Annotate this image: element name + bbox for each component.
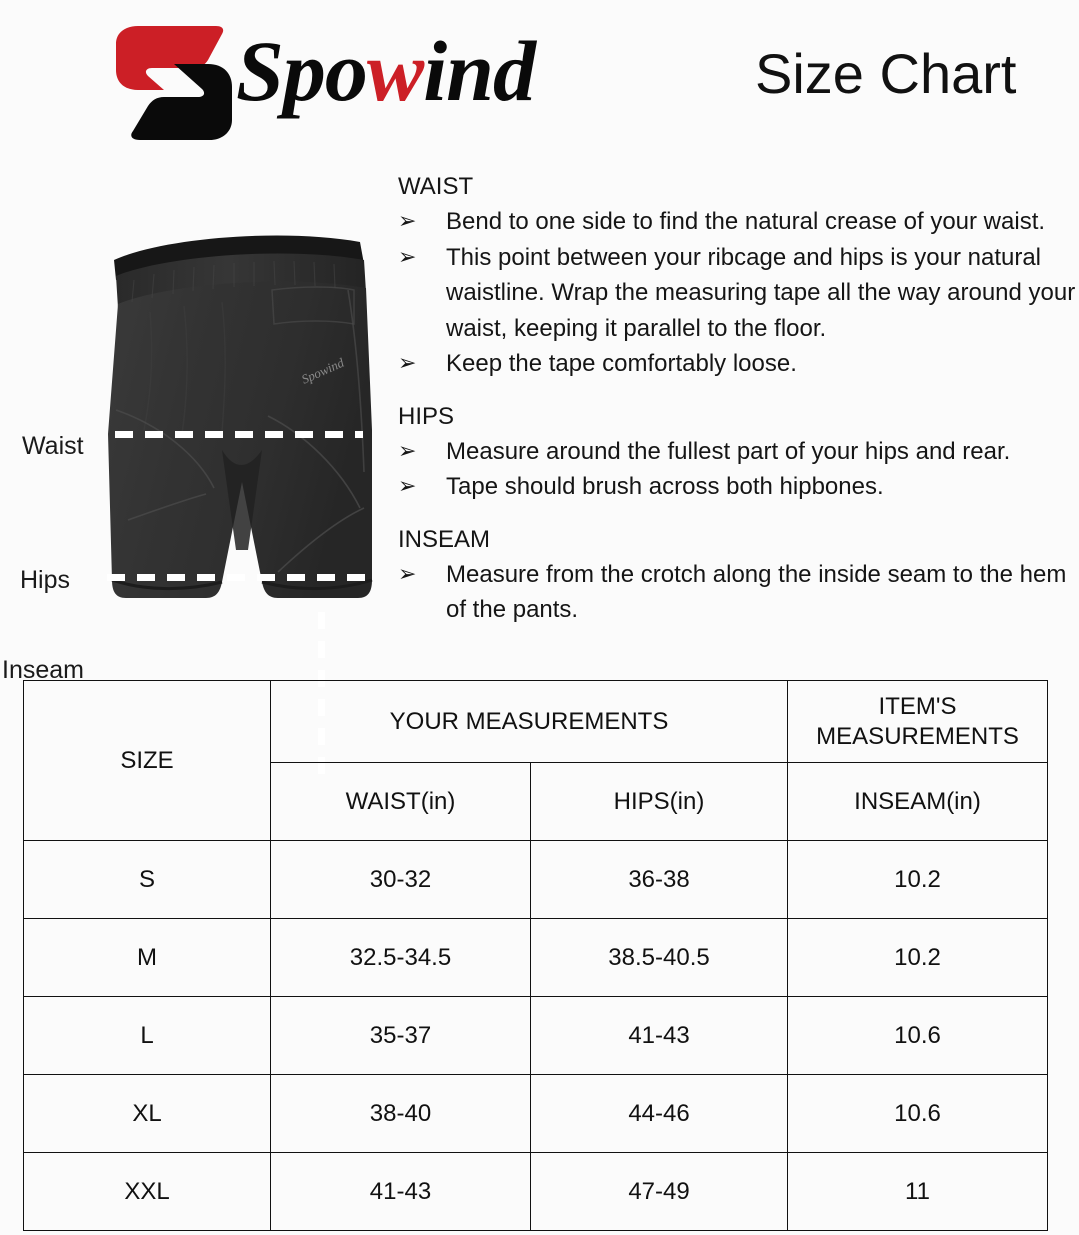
arrow-bullet-icon: ➢ [398,243,417,269]
table-row [24,997,1048,1075]
size-chart-table [23,680,1048,1231]
column-header-waist: WAIST(in) [271,763,531,841]
cell-inseam: 10.6 [788,1075,1048,1153]
column-group-header-items-measurements [788,681,1048,763]
list-item [398,557,1079,628]
cell-hips: 47-49 [531,1153,788,1231]
inseam-label: Inseam [2,656,84,684]
arrow-bullet-icon: ➢ [398,208,417,233]
cell-inseam: 10.2 [788,919,1048,997]
table-row [24,919,1048,997]
arrow-bullet-icon: ➢ [398,350,417,376]
brand-part-2: ind [423,23,535,119]
instruction-text: Measure from the crotch along the inside seam to the hem of the pants. [446,560,1067,624]
cell-waist: 41-43 [271,1153,531,1231]
list-item [398,240,1079,347]
instruction-text: Measure around the fullest part of your hips and rear. [446,437,1011,465]
cell-waist: 30-32 [271,841,531,919]
instruction-section-inseam [398,525,1079,628]
column-group-header-your-measurements: YOUR MEASUREMENTS [271,681,788,763]
page-title: Size Chart [755,42,1017,105]
section-heading-inseam: INSEAM [398,525,491,553]
hips-measure-line [107,574,374,581]
cell-size: XL [24,1075,271,1153]
section-heading-hips: HIPS [398,402,455,430]
arrow-bullet-icon: ➢ [398,473,417,499]
cell-inseam: 10.2 [788,841,1048,919]
cell-waist: 38-40 [271,1075,531,1153]
instruction-text: Bend to one side to find the natural crease of your waist. [446,208,1046,235]
column-header-inseam: INSEAM(in) [788,763,1048,841]
instruction-text: This point between your ribcage and hips is your natural waistline. Wrap the measuring tape all the way around your waist, keeping it parallel to the floor. [446,243,1076,342]
bullet-list-waist [398,204,1079,382]
items-measurements-line2: MEASUREMENTS [816,722,1019,750]
bullet-list-hips [398,434,1079,505]
bullet-list-inseam [398,557,1079,628]
list-item [398,346,1079,382]
cell-size: S [24,841,271,919]
instruction-section-hips [398,402,1079,505]
instruction-section-waist [398,172,1079,382]
table-row [24,1075,1048,1153]
cell-hips: 44-46 [531,1075,788,1153]
cell-size: M [24,919,271,997]
items-measurements-line1: ITEM'S [878,692,957,720]
brand-part-1: Spo [236,23,367,119]
list-item [398,434,1079,470]
table-row [24,1153,1048,1231]
list-item [398,204,1079,240]
table-row [24,841,1048,919]
instruction-text: Keep the tape comfortably loose. [446,350,797,378]
page-header [0,0,1079,155]
table-header [24,681,1048,841]
hips-label: Hips [20,566,71,594]
cell-hips: 38.5-40.5 [531,919,788,997]
section-heading-waist: WAIST [398,173,474,200]
cell-waist: 35-37 [271,997,531,1075]
waist-measure-line [115,431,363,438]
list-item [398,469,1079,505]
cell-size: L [24,997,271,1075]
spowind-shield-s-logo-icon [112,24,236,142]
column-header-hips: HIPS(in) [531,763,788,841]
size-table-container [23,680,1047,1231]
measuring-instructions [398,172,1079,648]
product-illustration-panel [0,160,400,684]
cell-hips: 41-43 [531,997,788,1075]
arrow-bullet-icon: ➢ [398,437,417,463]
cell-size: XXL [24,1153,271,1231]
waist-label: Waist [22,432,84,460]
arrow-bullet-icon: ➢ [398,560,417,586]
table-body [24,841,1048,1231]
column-header-size: SIZE [24,681,271,841]
cell-hips: 36-38 [531,841,788,919]
brand-wordmark [236,23,535,119]
svg-text:Spowind: Spowind [299,354,347,387]
cell-inseam: 10.6 [788,997,1048,1075]
brand-part-accent: w [366,23,424,119]
cell-inseam: 11 [788,1153,1048,1231]
cell-waist: 32.5-34.5 [271,919,531,997]
instruction-text: Tape should brush across both hipbones. [446,473,884,501]
